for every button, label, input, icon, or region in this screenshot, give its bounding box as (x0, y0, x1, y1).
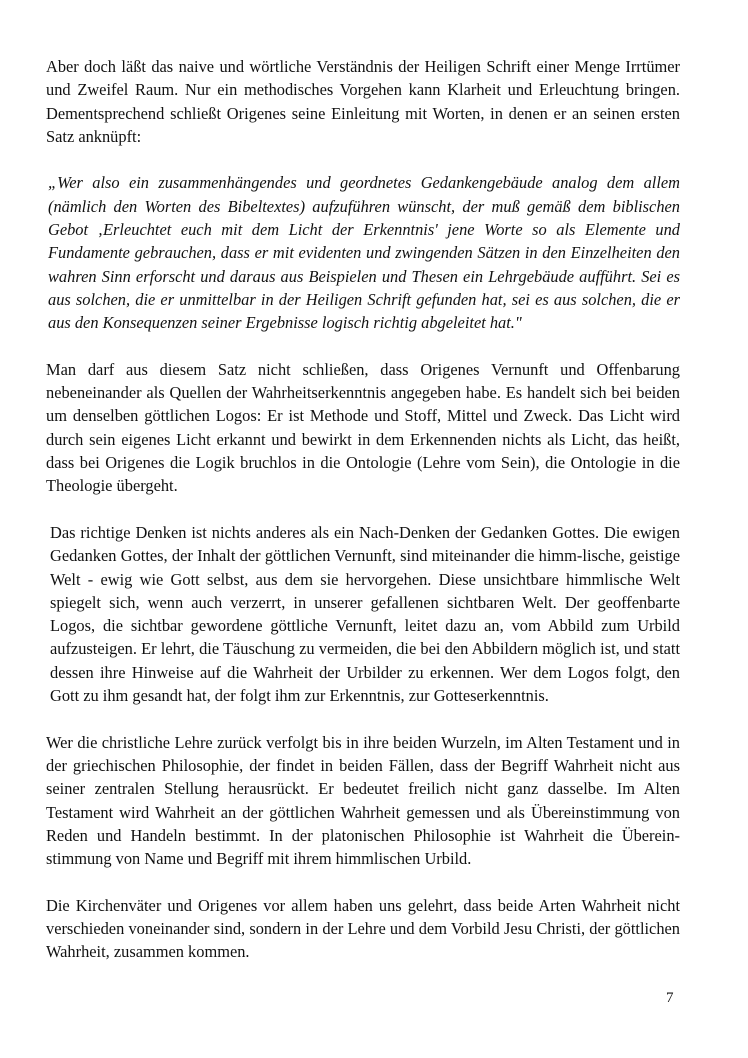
page-number: 7 (666, 990, 674, 1006)
paragraph-church-fathers: Die Kirchenväter und Origenes vor allem haben uns gelehrt, dass beide Arten Wahrheit nicht verschieden voneinander sind, sondern in der Lehre und dem Vorbild Jesu Christi, der göttlichen Wahrheit, zusammen kommen. (46, 895, 680, 962)
paragraph-intro: Aber doch läßt das naive und wörtliche Verständnis der Heiligen Schrift einer Menge Irrtümer und Zweifel Raum. Nur ein methodisches Vorgehen kann Klarheit und Erleuchtung bringen. Dementsprechend schließt Origenes seine Einleitung mit Worten, in denen er an seinen ersten Satz anknüpft: (46, 57, 680, 146)
paragraph-right-thinking: Das richtige Denken ist nichts anderes als ein Nach-Denken der Gedanken Gottes. Die ewigen Gedanken Gottes, der Inhalt der göttlichen Vernunft, sind miteinander die himm-lische, geistige Welt - ewig wie Gott selbst, aus dem sie hervorgehen. Diese unsichtbare himmlische Welt spiegelt sich, wenn auch verzerrt, in unserer gefallenen sichtbaren Welt. Der geoffenbarte Logos, die sichtbar gewordene göttliche Vernunft, leitet dazu an, vom Abbild zum Urbild aufzusteigen. Er lehrt, die Täuschung zu vermeiden, die bei den Abbildern möglich ist, und statt dessen ihre Hinweise auf die Wahrheit der Urbilder zu erkennen. Wer dem Logos folgt, den Gott zu ihm gesandt hat, der folgt ihm zur Erkenntnis, zur Gotteserkenntnis. (50, 522, 680, 706)
paragraph-christian-doctrine: Wer die christliche Lehre zurück verfolgt bis in ihre beiden Wurzeln, im Alten Testament und in der griechischen Philosophie, der findet in beiden Fällen, dass der Begriff Wahrheit nicht aus seiner zentralen Stellung herausrückt. Er bedeutet freilich nicht ganz dasselbe. Im Alten Testament wird Wahrheit an der göttlichen Wahrheit gemessen und als Übereinstimmung von Reden und Handeln bestimmt. In der platonischen Philosophie ist Wahrheit die Überein-stimmung von Name und Begriff mit ihrem himmlischen Urbild. (46, 732, 680, 869)
quote-origenes: „Wer also ein zusammenhängendes und geordnetes Gedankengebäude analog dem allem (nämlich den Worten des Bibeltextes) aufzuführen wünscht, der muß gemäß dem biblischen Gebot ‚Erleuchtet euch mit dem Licht der Erkenntnis' jene Worte so als Elemente und Fundamente gebrauchen, dass er mit evidenten und zwingenden Sätzen in den Einzelheiten den wahren Sinn erforscht und daraus aus Beispielen und Thesen ein Lehrgebäude aufführt. Sei es aus solchen, die er unmittelbar in der Heiligen Schrift gefunden hat, sei es aus solchen, die er aus den Konsequenzen seiner Ergebnisse logisch richtig abgeleitet hat." (48, 173, 680, 333)
document-page (46, 55, 680, 987)
paragraph-reason-revelation: Man darf aus diesem Satz nicht schließen, dass Origenes Vernunft und Offenbarung nebeneinander als Quellen der Wahrheitserkenntnis angegeben habe. Es handelt sich bei beiden um denselben göttlichen Logos: Er ist Methode und Stoff, Mittel und Zweck. Das Licht wird durch sein eigenes Licht erkannt und bewirkt in dem Erkennenden nichts als Licht, das heißt, dass bei Origenes die Logik bruchlos in die Ontologie (Lehre vom Sein), die Ontologie in die Theologie übergeht. (46, 359, 680, 496)
